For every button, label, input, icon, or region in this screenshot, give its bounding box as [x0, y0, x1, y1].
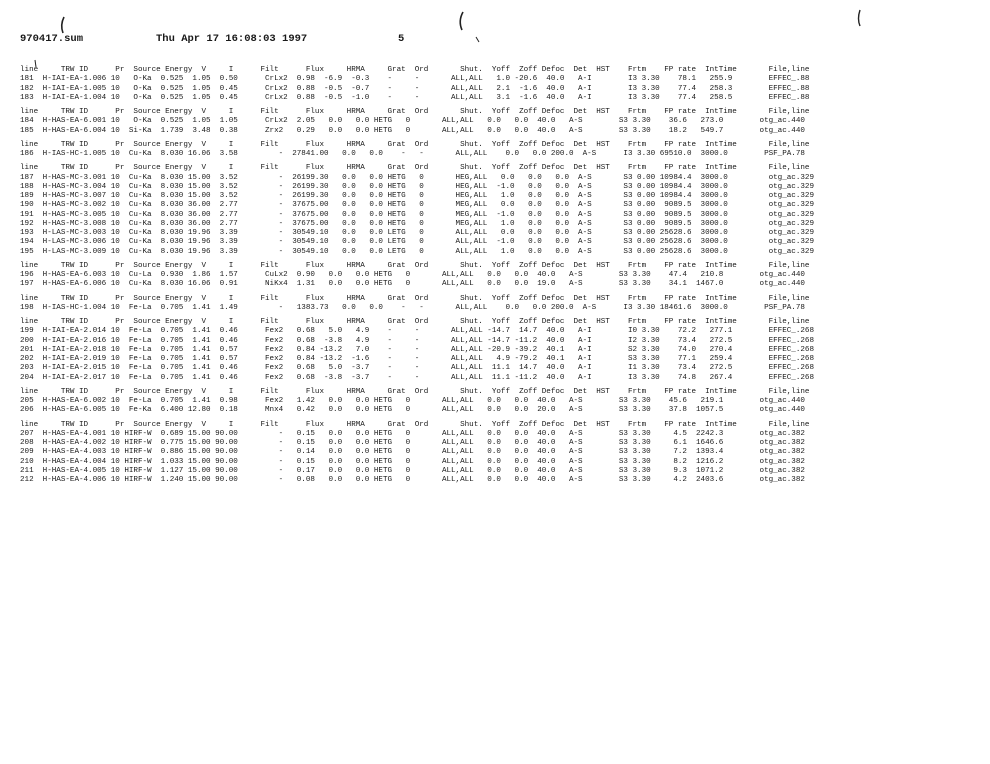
table-row: 205 H-HAS-EA-6.002 10 Fe-La 0.705 1.41 0.98 Fex2 1.42 0.0 0.0 HETG 0 ALL,ALL 0.0 0.0 40.0 A-S S3 3.30 45.6 219.1 otg_ac.440 — [20, 397, 805, 405]
table-row: 203 H-IAI-EA-2.015 10 Fe-La 0.705 1.41 0.46 Fex2 0.68 5.0 -3.7 - - ALL,ALL 11.1 14.7 40.0 A-I I1 3.30 73.4 272.5 EFFEC_.268 — [20, 364, 814, 373]
table-row: 212 H-HAS-EA-4.006 10 HIRF-W 1.240 15.00 90.00 - 0.08 0.0 0.0 HETG 0 ALL,ALL 0.0 0.0 40.0 A-S S3 3.30 4.2 2403.6 otg_ac.382 — [20, 476, 805, 484]
table-row: 192 H-HAS-MC-3.008 10 Cu-Ka 8.030 36.00 2.77 - 37675.00 0.0 0.0 HETG 0 MEG,ALL 1.0 0.0 0.0 A-S S3 0.00 9089.5 3000.0 otg_ac.329 — [20, 219, 814, 228]
record-block — [20, 295, 814, 314]
table-row: 189 H-HAS-MC-3.007 10 Cu-Ka 8.030 15.00 3.52 - 26199.30 0.0 0.0 HETG 0 HEG,ALL 1.0 0.0 0.0 A-S S3 0.00 10984.4 3000.0 otg_ac.329 — [20, 192, 814, 200]
record-block — [20, 66, 814, 103]
table-row: 195 H-LAS-MC-3.009 10 Cu-Ka 8.030 19.96 3.39 - 30549.10 0.0 0.0 LETG 0 ALL,ALL 1.0 0.0 0.0 A-S S3 0.00 25628.6 3000.0 otg_ac.329 — [20, 247, 814, 256]
table-row: 206 H-HAS-EA-6.005 10 Fe-Ka 6.400 12.80 0.18 Mnx4 0.42 0.0 0.0 HETG 0 ALL,ALL 0.0 0.0 20.0 A-S S3 3.30 37.8 1057.5 otg_ac.440 — [20, 406, 805, 415]
table-row: 193 H-LAS-MC-3.003 10 Cu-Ka 8.030 19.96 3.39 - 30549.10 0.0 0.0 LETG 0 ALL,ALL 0.0 0.0 0.0 A-S S3 0.00 25628.6 3000.0 otg_ac.329 — [20, 229, 814, 237]
table-row: 208 H-HAS-EA-4.002 10 HIRF-W 0.775 15.00 90.00 - 0.15 0.0 0.0 HETG 0 ALL,ALL 0.0 0.0 40.0 A-S S3 3.30 6.1 1646.6 otg_ac.382 — [20, 439, 805, 447]
table-row: 181 H-IAI-EA-1.006 10 O-Ka 0.525 1.05 0.50 CrLx2 0.98 -6.9 -0.3 - - ALL,ALL 1.0 -20.6 40.0 A-I I3 3.30 78.1 255.9 EFFEC_.88 — [20, 75, 810, 84]
table-row: 204 H-IAI-EA-2.017 10 Fe-La 0.705 1.41 0.46 Fex2 0.68 -3.8 -3.7 - - ALL,ALL 11.1 -11.2 40.0 A-I I3 3.30 74.8 267.4 EFFEC_.268 — [20, 373, 814, 382]
table-row: 186 H-IAS-HC-1.005 10 Cu-Ka 8.030 16.06 3.58 - 27841.00 0.0 0.0 - - ALL,ALL 0.0 0.0 200.0 A-S I3 3.30 69510.0 3000.0 PSF_PA.78 — [20, 150, 805, 158]
table-row: 199 H-IAI-EA-2.014 10 Fe-La 0.705 1.41 0.46 Fex2 0.68 5.0 4.9 - - ALL,ALL -14.7 14.7 40.0 A-I I0 3.30 72.2 277.1 EFFEC_.268 — [20, 327, 814, 336]
table-row: 196 H-HAS-EA-6.003 10 Cu-La 0.930 1.86 1.57 CuLx2 0.90 0.0 0.0 HETG 0 ALL,ALL 0.0 0.0 40.0 A-S S3 3.30 47.4 210.8 otg_ac.440 — [20, 271, 805, 279]
column-header-row: line TRW ID Pr Source Energy V I Filt Flux HRMA Grat Ord Shut. Yoff Zoff Defoc Det HST Frtm FP rate IntTime File,line — [20, 261, 810, 270]
record-block — [20, 108, 814, 136]
scan-tick — [476, 37, 479, 42]
table-row: 188 H-HAS-MC-3.004 10 Cu-Ka 8.030 15.00 3.52 - 26199.30 0.0 0.0 HETG 0 HEG,ALL -1.0 0.0 0.0 A-S S3 0.00 10984.4 3000.0 otg_ac.329 — [20, 182, 814, 191]
record-block — [20, 318, 814, 383]
page-number: 5 — [398, 33, 405, 45]
table-row: 182 H-IAI-EA-1.005 10 O-Ka 0.525 1.05 0.45 CrLx2 0.88 -0.5 -0.7 - - ALL,ALL 2.1 -1.6 40.0 A-I I3 3.30 77.4 258.3 EFFEC_.88 — [20, 84, 810, 93]
table-row: 187 H-HAS-MC-3.001 10 Cu-Ka 8.030 15.00 3.52 - 26199.30 0.0 0.0 HETG 0 HEG,ALL 0.0 0.0 0.0 A-S S3 0.00 10984.4 3000.0 otg_ac.329 — [20, 173, 814, 182]
table-row: 198 H-IAS-HC-1.004 10 Fe-La 0.705 1.41 1.49 - 1383.73 0.0 0.0 - - ALL,ALL 0.0 0.0 200.0 A-S I3 3.30 18461.6 3000.0 PSF_PA.78 — [20, 303, 805, 312]
table-row: 185 H-HAS-EA-6.004 10 Si-Ka 1.739 3.48 0.38 Zrx2 0.29 0.0 0.0 HETG 0 ALL,ALL 0.0 0.0 40.0 A-S S3 3.30 18.2 549.7 otg_ac.440 — [20, 126, 805, 135]
file-name: 970417.sum — [20, 33, 84, 45]
table-row: 202 H-IAI-EA-2.019 10 Fe-La 0.705 1.41 0.57 Fex2 0.84 -13.2 -1.6 - - ALL,ALL 4.9 -79.2 40.1 A-I S3 3.30 77.1 259.4 EFFEC_.268 — [20, 355, 814, 363]
table-row: 194 H-LAS-MC-3.006 10 Cu-Ka 8.030 19.96 3.39 - 30549.10 0.0 0.0 LETG 0 ALL,ALL -1.0 0.0 0.0 A-S S3 0.00 25628.6 3000.0 otg_ac.329 — [20, 238, 814, 247]
table-row: 197 H-HAS-EA-6.006 10 Cu-Ka 8.030 16.06 0.91 NiKx4 1.31 0.0 0.0 HETG 0 ALL,ALL 0.0 0.0 19.0 A-S S3 3.30 34.1 1467.0 otg_ac.440 — [20, 280, 805, 289]
table-row: 211 H-HAS-EA-4.005 10 HIRF-W 1.127 15.00 90.00 - 0.17 0.0 0.0 HETG 0 ALL,ALL 0.0 0.0 40.0 A-S S3 3.30 9.3 1071.2 otg_ac.382 — [20, 466, 805, 475]
record-block — [20, 388, 814, 416]
table-row: 184 H-HAS-EA-6.001 10 O-Ka 0.525 1.05 1.05 CrLx2 2.05 0.0 0.0 HETG 0 ALL,ALL 0.0 0.0 40.0 A-S S3 3.30 36.6 273.0 otg_ac.440 — [20, 117, 805, 126]
scan-mark-right — [859, 10, 861, 26]
column-header-row: line TRW ID Pr Source Energy V I Filt Flux HRMA Grat Ord Shut. Yoff Zoff Defoc Det HST Frtm FP rate IntTime File,line — [20, 108, 810, 116]
record-block — [20, 262, 814, 290]
record-block — [20, 141, 814, 160]
record-block — [20, 164, 814, 257]
column-header-row: line TRW ID Pr Source Energy V I Filt Flux HRMA Grat Ord Shut. Yoff Zoff Defoc Det HST Frtm FP rate IntTime File,line — [20, 140, 810, 149]
table-row: 191 H-HAS-MC-3.005 10 Cu-Ka 8.030 36.00 2.77 - 37675.00 0.0 0.0 HETG 0 MEG,ALL -1.0 0.0 0.0 A-S S3 0.00 9089.5 3000.0 otg_ac.329 — [20, 210, 814, 219]
table-row: 200 H-IAI-EA-2.016 10 Fe-La 0.705 1.41 0.46 Fex2 0.68 -3.8 4.9 - - ALL,ALL -14.7 -11.2 40.0 A-I I2 3.30 73.4 272.5 EFFEC_.268 — [20, 336, 814, 345]
column-header-row: line TRW ID Pr Source Energy V I Filt Flux HRMA Grat Ord Shut. Yoff Zoff Defoc Det HST Frtm FP rate IntTime File,line — [20, 164, 810, 173]
table-row: 210 H-HAS-EA-4.004 10 HIRF-W 1.033 15.00 90.00 - 0.15 0.0 0.0 HETG 0 ALL,ALL 0.0 0.0 40.0 A-S S3 3.30 8.2 1216.2 otg_ac.382 — [20, 457, 805, 466]
summary-listing — [20, 66, 814, 490]
column-header-row: line TRW ID Pr Source Energy V I Filt Flux HRMA Grat Ord Shut. Yoff Zoff Defoc Det HST Frtm FP rate IntTime File,line — [20, 420, 810, 429]
scan-mark-left — [62, 17, 64, 33]
print-datetime: Thu Apr 17 16:08:03 1997 — [156, 33, 308, 45]
table-row: 209 H-HAS-EA-4.003 10 HIRF-W 0.886 15.00 90.00 - 0.14 0.0 0.0 HETG 0 ALL,ALL 0.0 0.0 40.0 A-S S3 3.30 7.2 1393.4 otg_ac.382 — [20, 448, 805, 457]
column-header-row: line TRW ID Pr Source Energy V I Filt Flux HRMA Grat Ord Shut. Yoff Zoff Defoc Det HST Frtm FP rate IntTime File,line — [20, 318, 810, 326]
table-row: 183 H-IAI-EA-1.004 10 O-Ka 0.525 1.05 0.45 CrLx2 0.88 -0.5 -1.0 - - ALL,ALL 3.1 -1.6 40.0 A-I I3 3.30 77.4 258.5 EFFEC_.88 — [20, 93, 810, 102]
table-row: 207 H-HAS-EA-4.001 10 HIRF-W 0.689 15.00 90.00 - 0.15 0.0 0.0 HETG 0 ALL,ALL 0.0 0.0 40.0 A-S S3 3.30 4.5 2242.3 otg_ac.382 — [20, 429, 805, 438]
column-header-row: line TRW ID Pr Source Energy V I Filt Flux HRMA Grat Ord Shut. Yoff Zoff Defoc Det HST Frtm FP rate IntTime File,line — [20, 66, 810, 74]
column-header-row: line TRW ID Pr Source Energy V I Filt Flux HRMA Grat Ord Shut. Yoff Zoff Defoc Det HST Frtm FP rate IntTime File,line — [20, 387, 810, 396]
table-row: 190 H-HAS-MC-3.002 10 Cu-Ka 8.030 36.00 2.77 - 37675.00 0.0 0.0 HETG 0 MEG,ALL 0.0 0.0 0.0 A-S S3 0.00 9089.5 3000.0 otg_ac.329 — [20, 201, 814, 210]
record-block — [20, 421, 814, 486]
column-header-row: line TRW ID Pr Source Energy V I Filt Flux HRMA Grat Ord Shut. Yoff Zoff Defoc Det HST Frtm FP rate IntTime File,line — [20, 294, 810, 303]
table-row: 201 H-IAI-EA-2.018 10 Fe-La 0.705 1.41 0.57 Fex2 0.84 -13.2 7.0 - - ALL,ALL -20.9 -39.2 40.1 A-I S2 3.30 74.0 270.4 EFFEC_.268 — [20, 345, 814, 354]
scan-mark-center — [460, 12, 463, 30]
